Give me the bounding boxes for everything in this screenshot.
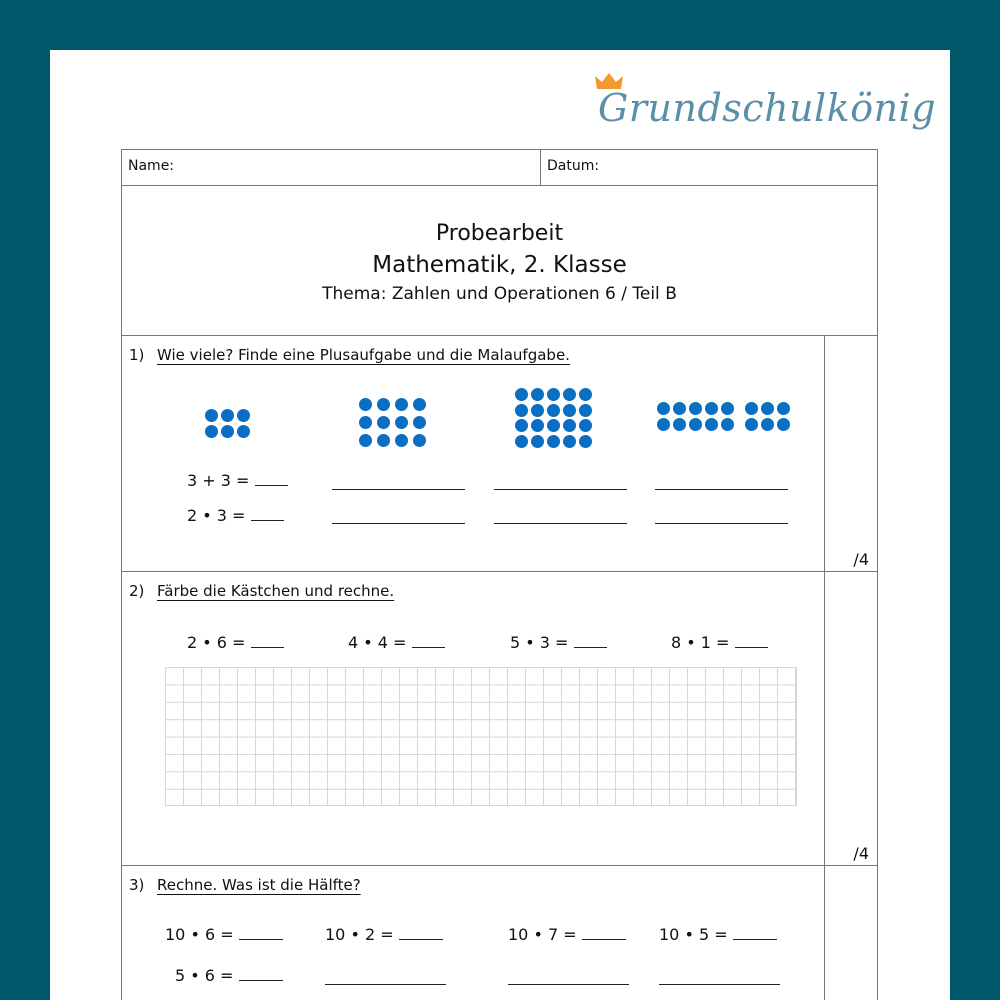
dot-icon [563, 419, 576, 432]
worksheet-page [50, 50, 950, 1000]
dot-icon [689, 402, 702, 415]
answer-line[interactable] [325, 984, 446, 985]
dot-icon [721, 418, 734, 431]
dot-icon [705, 402, 718, 415]
dot-icon [547, 419, 560, 432]
answer-line[interactable] [508, 984, 629, 985]
dot-icon [237, 425, 250, 438]
equation: 2 • 6 = [187, 633, 284, 652]
exam-title: Probearbeit [435, 221, 564, 246]
equation: 10 • 2 = [325, 925, 443, 944]
equation: 4 • 4 = [348, 633, 445, 652]
dot-icon [531, 435, 544, 448]
dot-icon [359, 434, 372, 447]
task-number: 3) [129, 876, 145, 894]
task-number: 2) [129, 582, 145, 600]
dot-icon [777, 418, 790, 431]
logo [598, 72, 937, 132]
dot-icon [563, 435, 576, 448]
equation: 5 • 3 = [510, 633, 607, 652]
dot-icon [531, 388, 544, 401]
score-label: /4 [853, 844, 869, 863]
task-3-heading [129, 876, 361, 894]
dot-icon [413, 434, 426, 447]
logo-text: Grundschulkönig [598, 86, 937, 130]
dot-icon [359, 416, 372, 429]
dot-icon [395, 434, 408, 447]
answer-blank[interactable] [251, 520, 284, 521]
dot-icon [377, 434, 390, 447]
answer-blank[interactable] [582, 939, 626, 940]
dot-icon [657, 418, 670, 431]
dot-icon [673, 402, 686, 415]
dot-icon [531, 419, 544, 432]
dot-icon [673, 418, 686, 431]
dot-icon [777, 402, 790, 415]
answer-line[interactable] [494, 523, 627, 524]
dot-icon [205, 409, 218, 422]
title-block [122, 186, 877, 336]
header-row [122, 150, 877, 186]
task-1 [122, 336, 877, 572]
score-box[interactable] [825, 866, 877, 1000]
task-instruction: Rechne. Was ist die Hälfte? [157, 876, 361, 894]
task-instruction: Färbe die Kästchen und rechne. [157, 582, 395, 600]
half-equation: 5 • 6 = [175, 966, 283, 985]
dot-icon [721, 402, 734, 415]
dot-icon [745, 402, 758, 415]
answer-blank[interactable] [733, 939, 777, 940]
equation: 10 • 5 = [659, 925, 777, 944]
exam-sheet [121, 149, 878, 1000]
dot-icon [413, 398, 426, 411]
dot-icon [237, 409, 250, 422]
dot-icon [547, 388, 560, 401]
dot-icon [579, 419, 592, 432]
dot-icon [205, 425, 218, 438]
answer-line[interactable] [332, 489, 465, 490]
dot-icon [563, 388, 576, 401]
date-label: Datum: [547, 158, 600, 174]
dot-icon [515, 388, 528, 401]
coloring-grid[interactable] [165, 667, 797, 806]
score-box[interactable] [825, 572, 877, 865]
dot-icon [761, 402, 774, 415]
dot-icon [579, 404, 592, 417]
dot-group-2x8 [657, 402, 790, 431]
equation: 10 • 7 = [508, 925, 626, 944]
dot-icon [547, 404, 560, 417]
dot-icon [413, 416, 426, 429]
answer-line[interactable] [332, 523, 465, 524]
dot-icon [515, 419, 528, 432]
dot-icon [377, 416, 390, 429]
name-field[interactable] [122, 150, 541, 185]
dot-icon [657, 402, 670, 415]
score-label: /4 [853, 550, 869, 569]
dot-icon [221, 409, 234, 422]
dot-icon [359, 398, 372, 411]
plus-example: 3 + 3 = [187, 471, 288, 490]
dot-group-2x3 [205, 409, 250, 438]
task-3 [122, 866, 877, 1000]
equation: 8 • 1 = [671, 633, 768, 652]
answer-line[interactable] [655, 489, 788, 490]
task-2-heading [129, 582, 394, 600]
answer-blank[interactable] [239, 939, 283, 940]
dot-icon [515, 404, 528, 417]
answer-line[interactable] [655, 523, 788, 524]
date-field[interactable] [541, 150, 877, 185]
dot-icon [563, 404, 576, 417]
task-number: 1) [129, 346, 145, 364]
dot-icon [689, 418, 702, 431]
answer-blank[interactable] [399, 939, 443, 940]
dot-group-4x5 [515, 388, 592, 448]
dot-icon [579, 435, 592, 448]
dot-group-3x4 [359, 398, 426, 447]
answer-blank[interactable] [255, 485, 288, 486]
answer-blank[interactable] [735, 647, 768, 648]
answer-blank[interactable] [412, 647, 445, 648]
answer-line[interactable] [494, 489, 627, 490]
exam-subject: Mathematik, 2. Klasse [372, 252, 627, 278]
exam-topic: Thema: Zahlen und Operationen 6 / Teil B [322, 284, 677, 304]
dot-icon [377, 398, 390, 411]
times-example: 2 • 3 = [187, 506, 284, 525]
answer-line[interactable] [659, 984, 780, 985]
name-label: Name: [128, 158, 175, 174]
dot-icon [761, 418, 774, 431]
dot-spacer [737, 418, 742, 431]
answer-blank[interactable] [239, 980, 283, 981]
answer-blank[interactable] [574, 647, 607, 648]
dot-icon [531, 404, 544, 417]
answer-blank[interactable] [251, 647, 284, 648]
dot-icon [745, 418, 758, 431]
task-instruction: Wie viele? Finde eine Plusaufgabe und die Malaufgabe. [157, 346, 570, 364]
equation: 10 • 6 = [165, 925, 283, 944]
dot-icon [515, 435, 528, 448]
dot-icon [221, 425, 234, 438]
dot-icon [395, 416, 408, 429]
dot-spacer [737, 402, 742, 415]
task-2 [122, 572, 877, 866]
dot-icon [579, 388, 592, 401]
dot-icon [547, 435, 560, 448]
task-1-heading [129, 346, 570, 364]
dot-icon [395, 398, 408, 411]
dot-icon [705, 418, 718, 431]
score-box[interactable] [825, 336, 877, 571]
